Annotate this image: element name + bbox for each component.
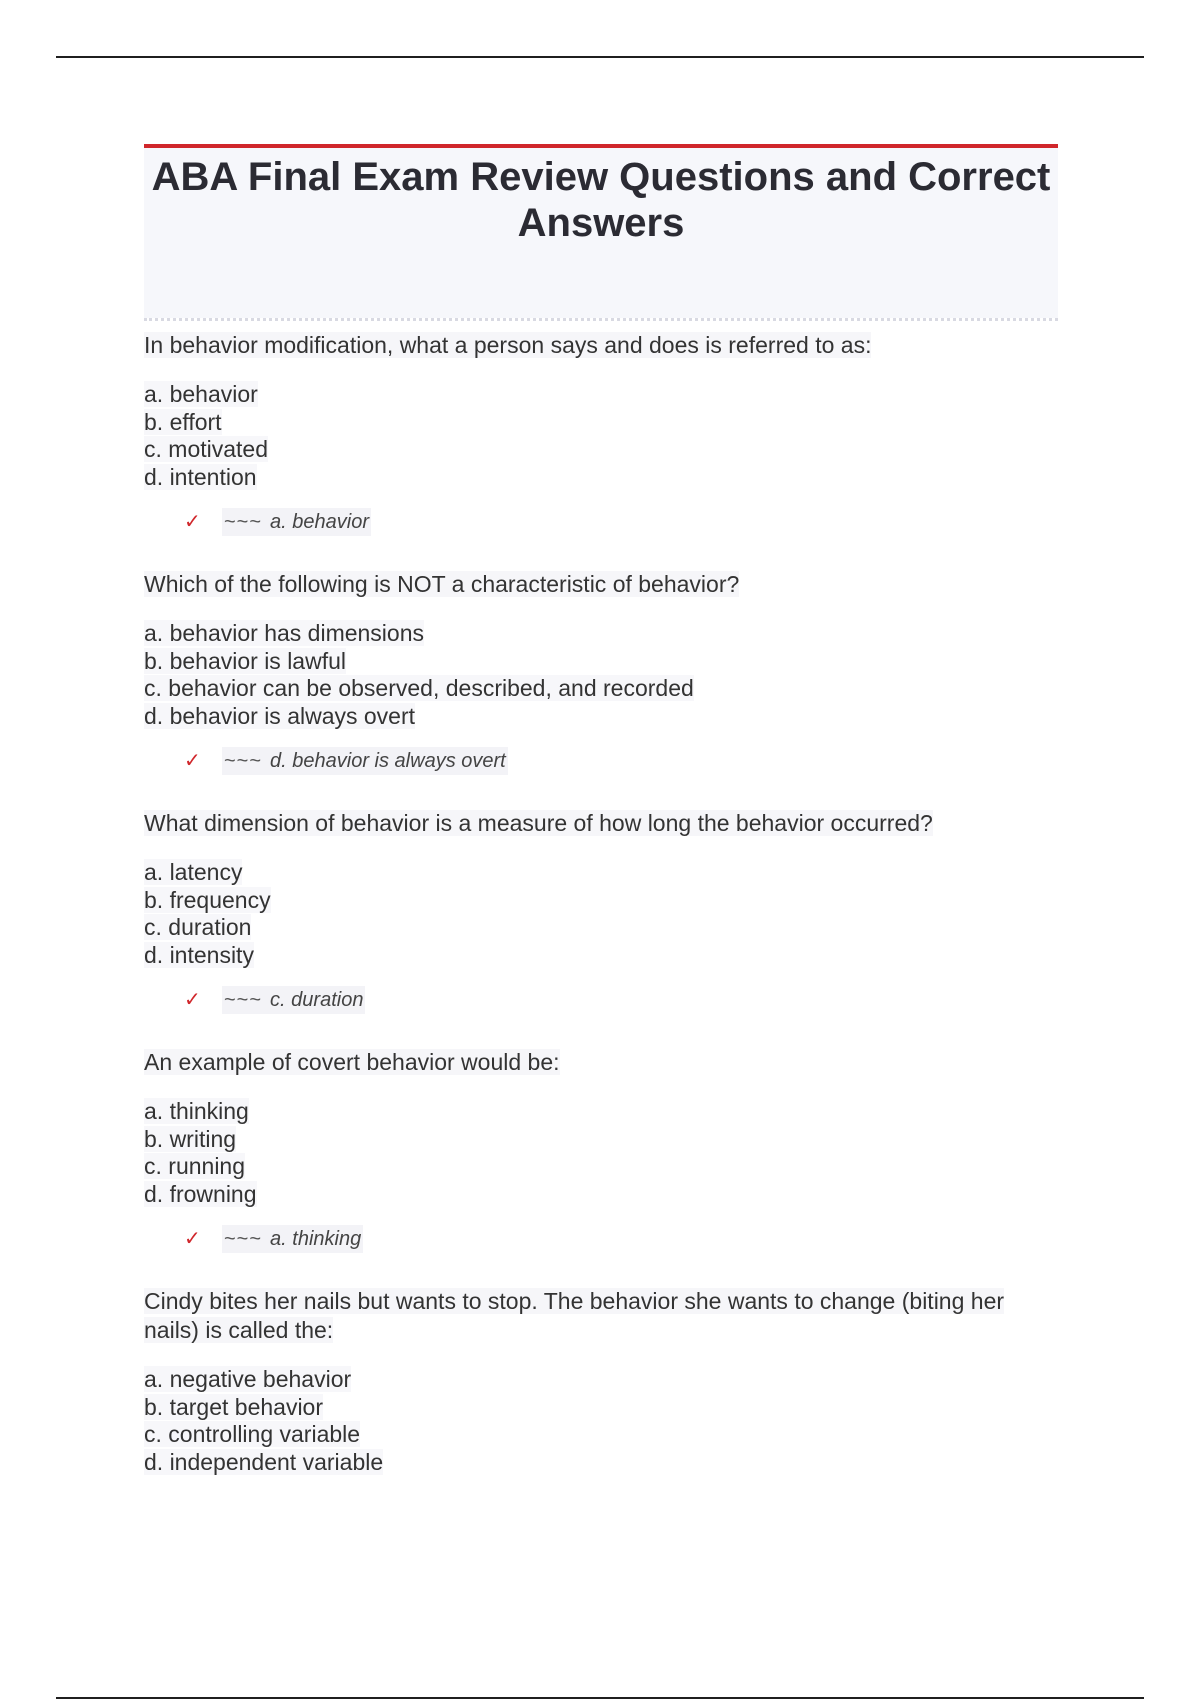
option-item: d. intention — [144, 463, 257, 490]
check-icon: ✓ — [184, 989, 201, 1011]
option-item: d. independent variable — [144, 1448, 384, 1475]
answer-prefix: ~~~ — [224, 1228, 263, 1250]
option-list — [144, 859, 1058, 969]
option-item: c. running — [144, 1153, 246, 1179]
bottom-rule — [56, 1697, 1144, 1699]
option-item: a. negative behavior — [144, 1366, 352, 1392]
option-item: a. behavior has dimensions — [144, 620, 424, 646]
question-text: What dimension of behavior is a measure of how long the behavior occurred? — [144, 810, 933, 836]
question-text: In behavior modification, what a person says and does is referred to as: — [144, 332, 872, 358]
check-icon: ✓ — [184, 750, 201, 772]
question-block — [144, 1048, 1058, 1253]
title-divider — [144, 318, 1058, 321]
question-block — [144, 570, 1058, 775]
question-block — [144, 1287, 1058, 1476]
option-item: d. behavior is always overt — [144, 702, 416, 729]
title-box — [144, 144, 1058, 318]
option-list — [144, 620, 1058, 730]
question-block — [144, 809, 1058, 1014]
question-text: An example of covert behavior would be: — [144, 1049, 560, 1075]
option-item: a. thinking — [144, 1098, 249, 1124]
answer-text: a. thinking — [270, 1228, 362, 1250]
option-item: a. latency — [144, 859, 243, 885]
page-title: ABA Final Exam Review Questions and Correct Answers — [151, 155, 1051, 245]
answer-prefix: ~~~ — [224, 989, 263, 1011]
answer-line — [184, 747, 1058, 775]
check-icon: ✓ — [184, 1228, 201, 1250]
option-item: a. behavior — [144, 381, 258, 407]
option-list — [144, 1098, 1058, 1208]
option-item: b. target behavior — [144, 1393, 324, 1420]
option-item: c. behavior can be observed, described, and recorded — [144, 675, 694, 701]
document-body — [144, 144, 1058, 1476]
option-item: b. writing — [144, 1125, 237, 1152]
option-item: b. frequency — [144, 886, 271, 913]
option-list — [144, 381, 1058, 491]
option-item: b. effort — [144, 408, 222, 435]
top-rule — [56, 56, 1144, 58]
option-item: c. motivated — [144, 436, 268, 462]
option-item: c. controlling variable — [144, 1421, 361, 1447]
question-block — [144, 331, 1058, 536]
answer-text: a. behavior — [270, 511, 370, 533]
option-item: d. intensity — [144, 941, 254, 968]
answer-line — [184, 986, 1058, 1014]
check-icon: ✓ — [184, 511, 201, 533]
answer-line — [184, 508, 1058, 536]
question-text: Cindy bites her nails but wants to stop. The behavior she wants to change (biting her nails) is called the: — [144, 1288, 1005, 1343]
answer-line — [184, 1225, 1058, 1253]
option-list — [144, 1366, 1058, 1476]
answer-prefix: ~~~ — [224, 511, 263, 533]
option-item: b. behavior is lawful — [144, 647, 346, 674]
answer-text: c. duration — [270, 989, 364, 1011]
answer-text: d. behavior is always overt — [270, 750, 506, 772]
question-text: Which of the following is NOT a characteristic of behavior? — [144, 571, 740, 597]
option-item: c. duration — [144, 914, 252, 940]
answer-prefix: ~~~ — [224, 750, 263, 772]
option-item: d. frowning — [144, 1180, 257, 1207]
